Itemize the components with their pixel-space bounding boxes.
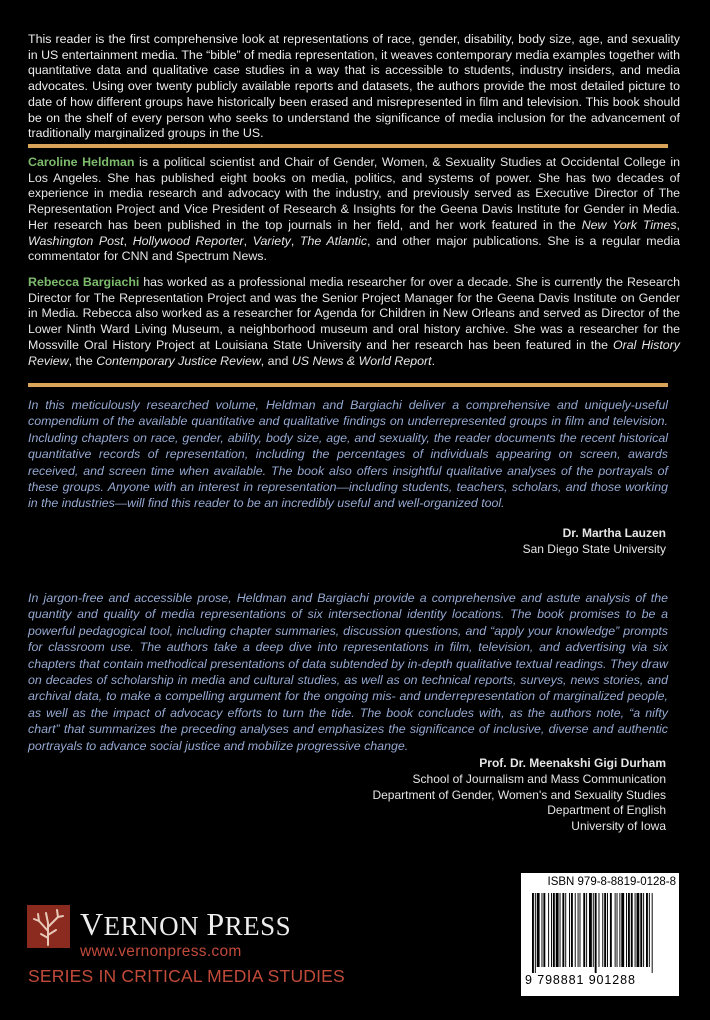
barcode-bar [560, 893, 561, 967]
barcode-bar [615, 893, 616, 967]
endorser-name: Dr. Martha Lauzen [562, 526, 666, 540]
publisher-url: www.vernonpress.com [80, 943, 242, 960]
barcode-bar [599, 893, 600, 967]
barcode-bar [589, 893, 592, 967]
barcode-bar [569, 893, 570, 967]
barcode-bar [551, 893, 552, 967]
endorser-affiliation: University of Iowa [571, 819, 666, 834]
barcode-bar [649, 893, 650, 967]
divider-rule-top [28, 144, 668, 148]
barcode-bar [621, 893, 624, 967]
author-bio-heldman: Caroline Heldman is a political scientist and Chair of Gender, Women, & Sexuality Studies at Occidental College in Los Angeles. She has published eight books on media, politics, and systems of power. She has two decades of experience in media research and advocacy with the industry, and previously served as Executive Director of The Representation Project and Vice President of Research & Insights for the Geena Davis Institute for Gender in Media. Her research has been published in the top journals in her field, and her work featured in the New York Times, Washington Post, Hollywood Reporter, Variety, The Atlantic, and other major publications. She is a regular media commentator for CNN and Spectrum News. [28, 155, 680, 264]
book-description: This reader is the first comprehensive look at representations of race, gender, disability, body size, age, and sexuality in US entertainment media. The “bible” of media representation, it weaves contemporary media examples together with quantitative data and qualitative case studies in a way that is accessible to students, industry insiders, and media advocates. Using over twenty publicly available reports and datasets, the authors provide the most detailed picture to date of how different groups have historically been erased and misrepresented in film and television. This book should be on the shelf of every person who seeks to understand the significance of media inclusion for the advancement of traditionally marginalized groups in the US. [28, 32, 680, 141]
barcode-bar [626, 893, 627, 967]
barcode-bar [580, 893, 581, 967]
barcode-bar [646, 893, 648, 967]
isbn-label: ISBN 979-8-8819-0128-8 [547, 876, 676, 888]
barcode-bar [535, 893, 536, 973]
barcode-bar [619, 893, 620, 967]
endorsement-attribution-durham [372, 756, 666, 835]
endorser-affiliation: School of Journalism and Mass Communication [412, 771, 666, 786]
barcode-bar [604, 893, 606, 967]
endorsement-quote-durham: In jargon-free and accessible prose, Heldman and Bargiachi provide a comprehensive and astute analysis of the quantity and quality of media representations of six intersectional identity locations. The book promises to be a powerful pedagogical tool, including chapter summaries, discussion questions, and “apply your knowledge” prompts for classroom use. The authors take a deep dive into representations in film, television, and advertising via six chapters that contain methodical presentations of data subtended by in-depth qualitative textual readings. They draw on decades of scholarship in media and cultural studies, as well as on technical reports, surveys, news stories, and archival data, to make a compelling argument for the ongoing mis- and underrepresentation of marginalized people, as well as the impact of advocacy efforts to turn the tide. The book concludes with, as the authors note, “a nifty chart” that summarizes the preceding analyses and emphasizes the significance of inclusive, diverse and authentic portrayals to advance social justice and mobilize progressive change. [28, 591, 668, 753]
barcode-bar [595, 893, 597, 973]
author-name-heldman: Caroline Heldman [28, 155, 135, 169]
barcode-bar [607, 893, 608, 967]
barcode-bar [586, 893, 587, 967]
barcode-bar [532, 893, 534, 973]
author-name-bargiachi: Rebecca Bargiachi [28, 275, 140, 289]
barcode-bar [543, 893, 545, 967]
barcode-bar [571, 893, 573, 967]
barcode-digits: 9 798881 901288 [525, 973, 636, 987]
publisher-logo-icon [27, 905, 70, 948]
barcode-bar [637, 893, 640, 967]
endorser-affiliation: Department of Gender, Women's and Sexuality Studies [372, 787, 666, 802]
barcode-bar [542, 893, 543, 967]
author-bio-bargiachi: Rebecca Bargiachi has worked as a professional media researcher for over a decade. She is currently the Research Director for The Representation Project and was the Senior Project Manager for the Geena Davis Institute on Gender in Media. Rebecca also worked as a researcher for Agenda for Children in New Orleans and served as Director of the Lower Ninth Ward Living Museum, a neighborhood museum and oral history archive. She was a researcher for the Mossville Oral History Project at Louisiana State University and her research has been featured in the Oral History Review, the Contemporary Justice Review, and US News & World Report. [28, 275, 681, 368]
barcode-bar [553, 893, 555, 967]
barcode-bar [610, 893, 612, 967]
barcode-bar [628, 893, 630, 967]
endorser-name: Prof. Dr. Meenakshi Gigi Durham [479, 756, 666, 770]
barcode-bar [556, 893, 559, 967]
barcode-bar [583, 893, 585, 967]
barcode-bar [635, 893, 636, 967]
publisher-name: VERNON PRESS [80, 906, 292, 942]
series-title: SERIES IN CRITICAL MEDIA STUDIES [28, 966, 345, 986]
barcode-bar [631, 893, 633, 967]
barcode-bar [617, 893, 618, 967]
barcode-bar [565, 893, 566, 967]
endorser-affiliation: Department of English [547, 803, 666, 818]
barcode-bar [578, 893, 579, 967]
barcode-bar [537, 893, 540, 967]
endorsement-quote-lauzen: In this meticulously researched volume, Heldman and Bargiachi deliver a comprehensive and uniquely-useful compendium of the available quantitative and qualitative findings on underrepresented groups in film and television. Including chapters on race, gender, ability, body size, age, and sexuality, the reader documents the recent historical quantitative records of representation, including the percentages of individuals appearing on screen, awards received, and screen time when available. The book also offers insightful qualitative analyses of the portrayals of these groups. Anyone with an interest in representation—including students, teachers, scholars, and those working in the industries—will find this reader to be an incredibly useful and well-organized tool. [28, 398, 668, 511]
endorsement-attribution-lauzen [523, 526, 666, 558]
divider-rule-bottom [28, 383, 668, 387]
barcode-bar [562, 893, 564, 967]
barcode-bar [640, 893, 642, 967]
barcode-bar [652, 893, 653, 973]
barcode-bar [548, 893, 549, 967]
isbn-barcode [521, 873, 679, 996]
barcode-bar [602, 893, 603, 967]
barcode-bars [528, 893, 674, 973]
barcode-bar [593, 893, 594, 967]
barcode-bar [643, 893, 644, 967]
barcode-bar [575, 893, 576, 967]
endorser-affiliation: San Diego State University [522, 541, 666, 556]
